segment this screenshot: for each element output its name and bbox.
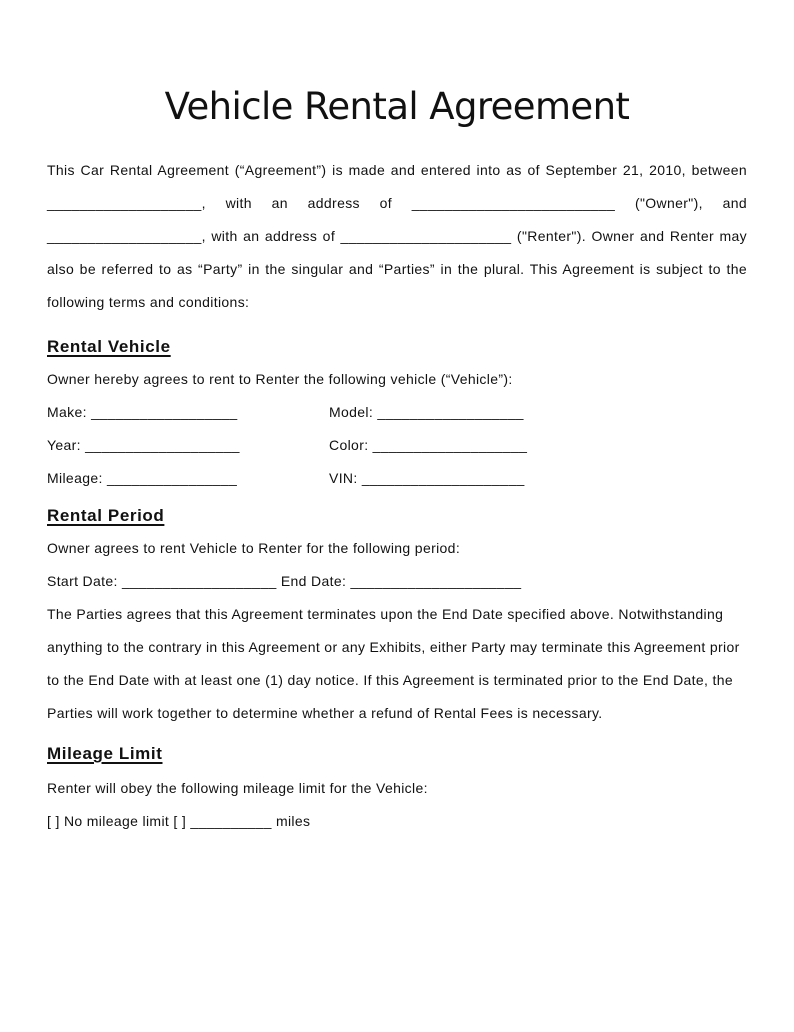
- vin-field: VIN: ____________________: [329, 470, 525, 486]
- vehicle-fields-row: [47, 462, 747, 495]
- rental-vehicle-heading: Rental Vehicle: [47, 337, 171, 356]
- model-field: Model: __________________: [329, 404, 524, 420]
- rental-period-lead: Owner agrees to rent Vehicle to Renter for the following period:: [47, 540, 461, 556]
- rental-vehicle-lead: Owner hereby agrees to rent to Renter the following vehicle (“Vehicle”):: [47, 371, 513, 387]
- vehicle-fields-row: [47, 396, 747, 429]
- mileage-limit-options: [ ] No mileage limit [ ] __________ miles: [47, 813, 311, 829]
- vehicle-fields-row: [47, 429, 747, 462]
- make-field: Make: __________________: [47, 404, 238, 420]
- rental-dates-line: Start Date: ___________________ End Date: _____________________: [47, 573, 522, 589]
- year-field: Year: ___________________: [47, 437, 240, 453]
- rental-period-heading: Rental Period: [47, 506, 165, 525]
- intro-paragraph: This Car Rental Agreement (“Agreement”) is made and entered into as of September 21, 2010, between ___________________, with an address of _________________________ ("Owner"), and ___________________, with an address of _____________________ ("Renter"). Owner and Renter may also be referred to as “Party” in the singular and “Parties” in the plural. This Agreement is subject to the following terms and conditions:: [47, 162, 747, 310]
- mileage-field: Mileage: ________________: [47, 470, 238, 486]
- mileage-limit-heading: Mileage Limit: [47, 744, 163, 763]
- mileage-limit-lead: Renter will obey the following mileage limit for the Vehicle:: [47, 780, 428, 796]
- color-field: Color: ___________________: [329, 437, 528, 453]
- rental-period-body: The Parties agrees that this Agreement terminates upon the End Date specified above. Notwithstanding anything to the contrary in this Agreement or any Exhibits, either Party may terminate this Agreement prior to the End Date with at least one (1) day notice. If this Agreement is terminated prior to the End Date, the Parties will work together to determine whether a refund of Rental Fees is necessary.: [47, 606, 740, 721]
- document-title: Vehicle Rental Agreement: [164, 85, 630, 128]
